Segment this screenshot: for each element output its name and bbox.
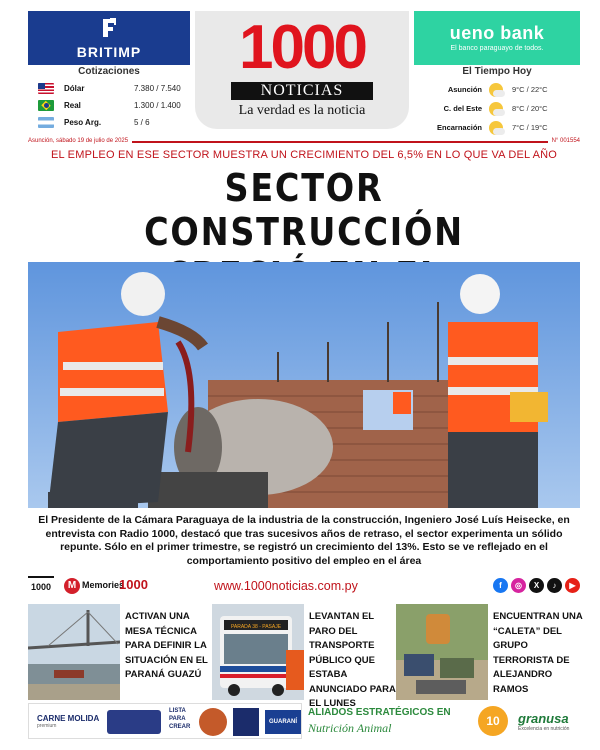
rate-label: Peso Arg. (64, 118, 102, 127)
bus-route-sign: PARADA 38 - PASAJE (230, 624, 282, 630)
seized-items-image (396, 604, 488, 700)
meat-box-image (233, 708, 259, 736)
weather-row (414, 80, 580, 99)
news-title: LEVANTAN EL PARO DEL TRANSPORTE PÚBLICO QUE ESTABA ANUNCIADO PARA EL LUNES (309, 611, 396, 709)
lista-label: LISTA PARA CREAR (169, 708, 191, 730)
rate-value: 7.380 / 7.540 (134, 84, 181, 93)
city-bus-image (212, 604, 304, 700)
meat-pack-image (107, 710, 161, 734)
exchange-rates-title: Cotizaciones (78, 66, 140, 77)
masthead-logo[interactable] (195, 11, 409, 129)
rate-row (28, 97, 190, 114)
granusa-ad[interactable] (308, 703, 580, 739)
partly-sunny-icon (488, 120, 504, 136)
carne-sub: premium (37, 723, 57, 729)
lead-summary: El Presidente de la Cámara Paraguaya de la industria de la construcción, Ingeniero José Luís Heisecke, en entrevista con Radio 1000, destacó que tras sucesivos años de retraso, el sector experimenta un sólido repunte. Sólo en el primer trimestre, se registró un crecimiento del 13%. Esto se ve reflejado en el comportamiento positivo del empleo en el área (38, 514, 570, 567)
issue-number: N° 001554 (548, 138, 580, 144)
weather-row (414, 118, 580, 137)
argentina-flag-icon (38, 117, 54, 128)
rate-label: Dólar (64, 84, 85, 93)
weather-temp: 9°C / 22°C (512, 85, 548, 94)
page-header (0, 0, 600, 140)
aliados-label: ALIADOS ESTRATÉGICOS EN (308, 707, 451, 718)
exchange-rates (28, 66, 190, 131)
guarani-ad[interactable] (28, 703, 302, 739)
britimp-logo-icon (100, 17, 118, 39)
facebook-icon[interactable]: f (493, 578, 508, 593)
radio-1000-logo[interactable]: 1000 (28, 576, 54, 596)
weather-temp: 7°C / 19°C (512, 123, 548, 132)
weather-title: El Tiempo Hoy (462, 66, 532, 77)
weather-city: Encarnación (436, 123, 482, 132)
weather-city: C. del Este (443, 104, 482, 113)
youtube-icon[interactable]: ▶ (565, 578, 580, 593)
bridge-river-image (28, 604, 120, 700)
ueno-tagline: El banco paraguayo de todos. (450, 45, 544, 52)
construction-workers-image (28, 262, 580, 508)
weather-row (414, 99, 580, 118)
granusa-name: granusa (518, 711, 569, 726)
rate-row (28, 80, 190, 97)
weather-temp: 8°C / 20°C (512, 104, 548, 113)
rate-value: 5 / 6 (134, 118, 150, 127)
ueno-bank-ad[interactable] (414, 11, 580, 65)
edition-date: Asunción, sábado 19 de julio de 2025 (28, 138, 132, 144)
ten-years-badge: 10 (478, 706, 508, 736)
masthead-band: NOTICIAS (231, 82, 373, 100)
lead-photo[interactable] (28, 262, 580, 508)
us-flag-icon (38, 83, 54, 94)
brazil-flag-icon (38, 100, 54, 111)
granusa-tagline: Excelencia en nutrición (518, 726, 570, 732)
nutricion-label: Nutrición Animal (308, 721, 392, 735)
ad-bar (28, 703, 580, 739)
x-icon[interactable]: X (529, 578, 544, 593)
memories-icon: M (64, 578, 80, 594)
partly-sunny-icon (488, 82, 504, 98)
granusa-logo (518, 711, 569, 732)
partly-sunny-icon (488, 101, 504, 117)
social-links (493, 578, 580, 593)
britimp-name: BRITIMP (76, 44, 142, 60)
secondary-news (28, 604, 583, 709)
masthead-slogan: La verdad es la noticia (238, 103, 366, 118)
meat-plate-image (199, 708, 227, 736)
headline-line-1: SECTOR CONSTRUCCIÓN (144, 166, 464, 254)
rate-row (28, 114, 190, 131)
ueno-name: ueno bank (449, 23, 545, 43)
weather-widget (414, 66, 580, 137)
guarani-logo: GUARANÍ (265, 710, 301, 734)
news-title: ENCUENTRAN UNA “CALETA” DEL GRUPO TERRORISTA DE ALEJANDRO RAMOS (493, 611, 583, 695)
weather-city: Asunción (447, 85, 482, 94)
brand-bar (28, 574, 580, 598)
rate-label: Real (64, 101, 81, 110)
memories-logo[interactable] (64, 578, 124, 594)
tv-1000-logo[interactable]: 1000 (119, 577, 148, 592)
lead-kicker: EL EMPLEO EN ESE SECTOR MUESTRA UN CRECIMIENTO DEL 6,5% EN LO QUE VA DEL AÑO (50, 149, 558, 161)
masthead-number: 1000 (239, 13, 365, 82)
rate-value: 1.300 / 1.400 (134, 101, 181, 110)
carne-molida-label (37, 714, 99, 729)
instagram-icon[interactable]: ◎ (511, 578, 526, 593)
site-url-link[interactable]: www.1000noticias.com.py (214, 579, 358, 593)
news-title: ACTIVAN UNA MESA TÉCNICA PARA DEFINIR LA SITUACIÓN EN EL PARANÁ GUAZÚ (125, 611, 208, 680)
carne-title: CARNE MOLIDA (37, 714, 100, 723)
memories-label: Memories (82, 580, 125, 590)
britimp-ad[interactable] (28, 11, 190, 65)
dateline (28, 138, 580, 146)
tiktok-icon[interactable]: ♪ (547, 578, 562, 593)
